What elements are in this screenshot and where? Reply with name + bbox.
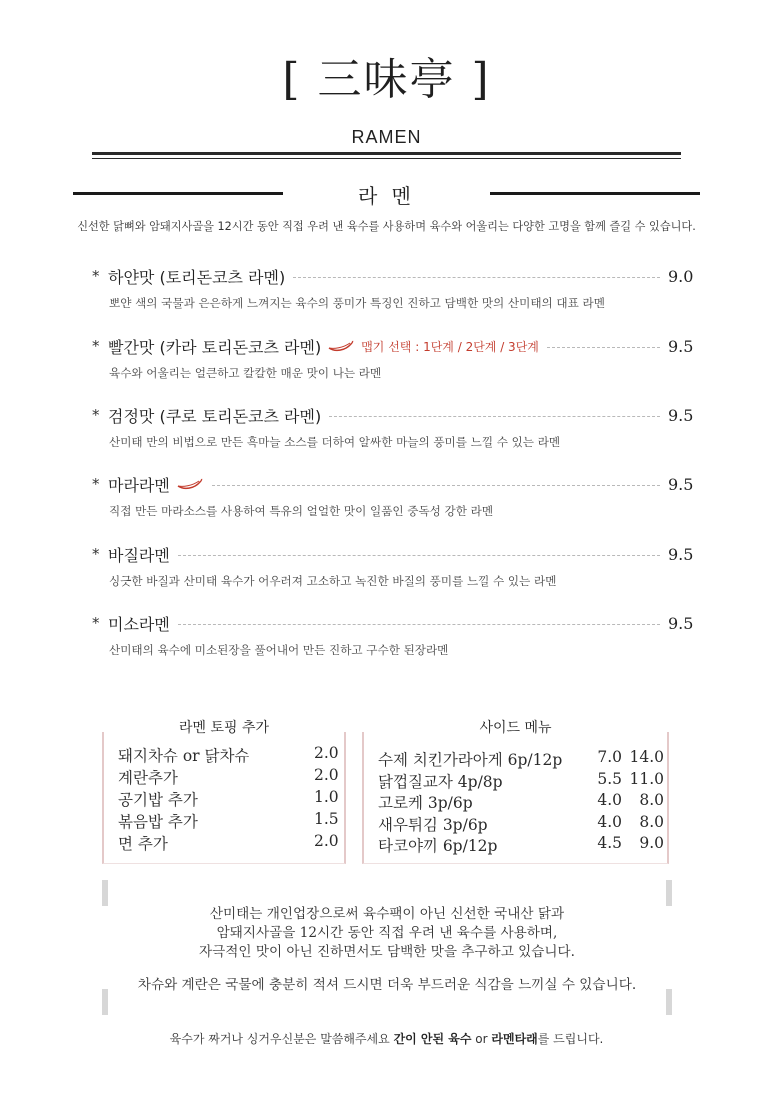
menu-item-price: 9.5 xyxy=(668,405,694,425)
topping-price: 1.0 xyxy=(314,788,339,806)
menu-item-description: 뽀얀 색의 국물과 은은하게 느껴지는 육수의 풍미가 특징인 진하고 담백한 맛의 산미태의 대표 라멘 xyxy=(109,296,605,310)
menu-item-name: 빨간맛 (카라 토리돈코츠 라멘) xyxy=(108,337,322,357)
menu-bullet: * xyxy=(92,475,100,493)
sides-box xyxy=(362,732,669,864)
side-row xyxy=(378,834,664,856)
topping-name: 계란추가 xyxy=(118,769,178,787)
side-row xyxy=(378,748,664,770)
notice-line: 암돼지사골을 12시간 동안 직접 우려 낸 육수를 사용하며, xyxy=(216,925,558,941)
side-price-small: 4.5 xyxy=(597,834,622,852)
menu-item xyxy=(92,543,692,593)
toppings-title: 라멘 토핑 추가 xyxy=(178,720,270,736)
side-price-small: 7.0 xyxy=(597,748,622,766)
topping-row xyxy=(118,832,339,854)
menu-item-description: 산미태 만의 비법으로 만든 흑마늘 소스를 더하여 알싸한 마늘의 풍미를 느낄 수 있는 라멘 xyxy=(109,435,561,449)
menu-item-price: 9.5 xyxy=(668,474,694,494)
menu-item-description: 싱긋한 바질과 산미태 육수가 어우러져 고소하고 녹진한 바질의 풍미를 느낄 수 있는 라멘 xyxy=(109,574,557,588)
side-name: 닭껍질교자 4p/8p xyxy=(378,773,503,791)
menu-item-price: 9.5 xyxy=(668,544,694,564)
footer-suffix: 를 드립니다. xyxy=(537,1032,604,1046)
menu-item xyxy=(92,473,692,523)
header-rule-thick xyxy=(92,152,681,155)
menu-item-name: 검정맛 (쿠로 토리돈코츠 라멘) xyxy=(108,406,322,426)
spice-level-select: 맵기 선택 : 1단계 / 2단계 / 3단계 xyxy=(361,339,539,354)
page-title: [ 三味亭 ] xyxy=(282,54,491,105)
side-price-small: 4.0 xyxy=(597,791,622,809)
page-subtitle: RAMEN xyxy=(351,127,422,147)
leader-dots xyxy=(212,485,660,486)
menu-item-price: 9.0 xyxy=(668,266,694,286)
side-name: 새우튀김 3p/6p xyxy=(378,816,488,834)
side-price-small: 4.0 xyxy=(597,813,622,831)
footer-mid: or xyxy=(471,1032,492,1046)
section-title: 라 멘 xyxy=(358,184,415,208)
leader-dots xyxy=(547,347,660,348)
side-row xyxy=(378,791,664,813)
chili-pepper-icon xyxy=(176,477,204,491)
side-name: 고로케 3p/6p xyxy=(378,794,473,812)
side-price-large: 8.0 xyxy=(639,791,664,809)
menu-bullet: * xyxy=(92,267,100,285)
footer-note xyxy=(0,1030,773,1047)
menu-item-name: 하얀맛 (토리돈코츠 라멘) xyxy=(108,267,286,287)
menu-item xyxy=(92,335,692,385)
topping-name: 돼지차슈 or 닭차슈 xyxy=(118,747,250,765)
menu-item-price: 9.5 xyxy=(668,613,694,633)
notice-line: 산미태는 개인업장으로써 육수팩이 아닌 신선한 국내산 닭과 xyxy=(209,906,565,922)
chili-pepper-icon xyxy=(327,339,355,353)
topping-name: 면 추가 xyxy=(118,835,168,853)
menu-item xyxy=(92,612,692,662)
side-price-small: 5.5 xyxy=(597,770,622,788)
footer-bold-broth: 간이 안된 육수 xyxy=(393,1032,472,1046)
footer-prefix: 육수가 짜거나 싱거우신분은 말씀해주세요 xyxy=(169,1032,394,1046)
leader-dots xyxy=(178,555,660,556)
topping-name: 공기밥 추가 xyxy=(118,791,198,809)
side-price-large: 11.0 xyxy=(629,770,664,788)
menu-item-description: 산미태의 육수에 미소된장을 풀어내어 만든 진하고 구수한 된장라멘 xyxy=(109,643,449,657)
topping-price: 2.0 xyxy=(314,832,339,850)
side-price-large: 9.0 xyxy=(639,834,664,852)
menu-item-name: 바질라멘 xyxy=(108,545,170,565)
side-price-large: 8.0 xyxy=(639,813,664,831)
toppings-box xyxy=(102,732,346,864)
menu-item xyxy=(92,265,692,315)
menu-item-description: 육수와 어울리는 얼큰하고 칼칼한 매운 맛이 나는 라멘 xyxy=(109,366,382,380)
notice-box xyxy=(102,880,672,1015)
menu-bullet: * xyxy=(92,614,100,632)
footer-bold-tare: 라멘타래 xyxy=(491,1032,538,1046)
leader-dots xyxy=(178,624,660,625)
side-name: 타코야끼 6p/12p xyxy=(378,837,498,855)
notice-line: 자극적인 맛이 아닌 진하면서도 담백한 맛을 추구하고 있습니다. xyxy=(199,944,575,960)
side-name: 수제 치킨가라아게 6p/12p xyxy=(378,751,563,769)
menu-item-name: 미소라멘 xyxy=(108,614,170,634)
topping-price: 2.0 xyxy=(314,744,339,762)
side-price-large: 14.0 xyxy=(629,748,664,766)
topping-name: 볶음밥 추가 xyxy=(118,813,198,831)
menu-bullet: * xyxy=(92,337,100,355)
topping-row xyxy=(118,744,339,766)
notice-line: 차슈와 계란은 국물에 충분히 적셔 드시면 더욱 부드러운 식감을 느끼실 수 있습니다. xyxy=(137,977,637,993)
section-description: 신선한 닭뼈와 암돼지사골을 12시간 동안 직접 우려 낸 육수를 사용하며 육수와 어울리는 다양한 고명을 함께 즐길 수 있습니다. xyxy=(77,220,696,233)
leader-dots xyxy=(329,416,660,417)
side-row xyxy=(378,770,664,792)
menu-item-description: 직접 만든 마라소스를 사용하여 특유의 얼얼한 맛이 일품인 중독성 강한 라멘 xyxy=(109,504,494,518)
side-row xyxy=(378,813,664,835)
topping-row xyxy=(118,788,339,810)
menu-bullet: * xyxy=(92,545,100,563)
topping-price: 1.5 xyxy=(314,810,339,828)
menu-item-price: 9.5 xyxy=(668,336,694,356)
topping-row xyxy=(118,766,339,788)
menu-item-name: 마라라멘 xyxy=(108,475,170,495)
topping-price: 2.0 xyxy=(314,766,339,784)
menu-bullet: * xyxy=(92,406,100,424)
topping-row xyxy=(118,810,339,832)
menu-item xyxy=(92,404,692,454)
leader-dots xyxy=(293,277,660,278)
sides-title: 사이드 메뉴 xyxy=(479,720,552,736)
section-line-right xyxy=(490,192,700,195)
header-rule-thin xyxy=(92,158,681,159)
